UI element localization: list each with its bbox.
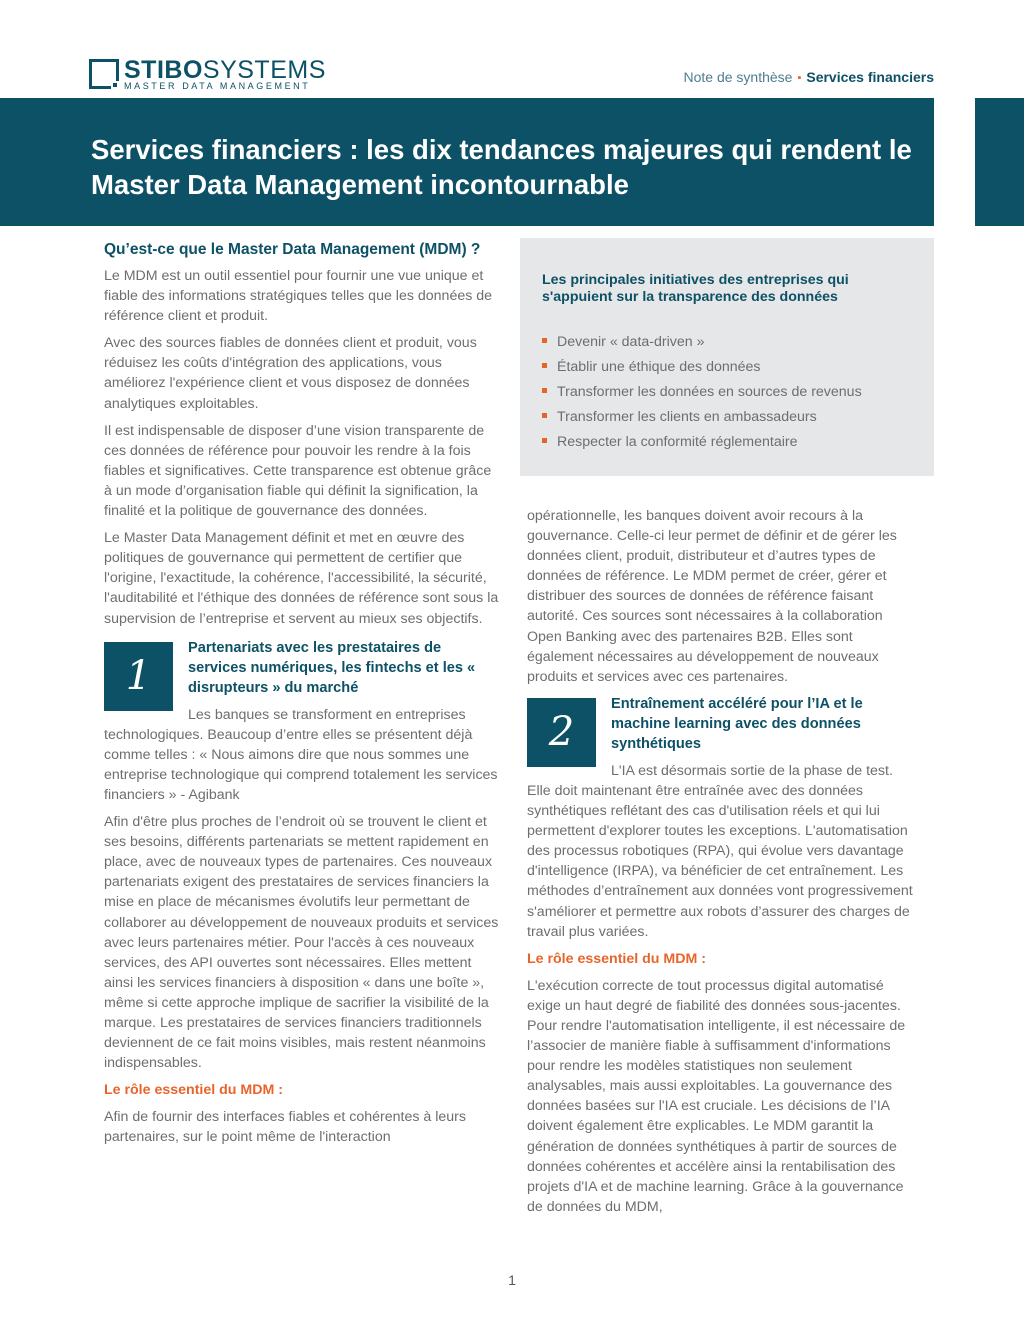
trend-1: [104, 638, 499, 1148]
page-number: 1: [508, 1272, 516, 1288]
paragraph: Afin d'être plus proches de l’endroit où se trouvent le client et ses besoins, différents partenariats se mettent rapidement en place, avec de nouveaux types de partenaires. Ces nouveaux partenariats exigent des prestataires de services financiers la mise en place de mécanismes évolutifs leur permettant de collaborer au développement de nouveaux produits et services avec leurs partenaires métier. Pour l'accès à ces nouveaux services, des API ouvertes sont nécessaires. Elles mettent ainsi les services financiers à disposition « dans une boîte », même si cette approche implique de sacrifier la visibilité de la marque. Les prestataires de services financiers traditionnels deviennent de ce fait moins visibles, mais restent néanmoins indispensables.: [104, 814, 499, 1072]
paragraph: Avec des sources fiables de données client et produit, vous réduisez les coûts d'intégration des applications, vous améliorez l'expérience client et vous disposez de données analytiques exploitables.: [104, 335, 477, 412]
page-title: Services financiers : les dix tendances majeures qui rendent le Master Data Management incontournable: [91, 134, 912, 200]
square-bullet-icon: [542, 413, 547, 418]
title-banner: [0, 98, 934, 226]
square-bullet-icon: [542, 363, 547, 368]
paragraph: L'IA est désormais sortie de la phase de test. Elle doit maintenant être entraînée avec des données synthétiques reflétant des cas d'utilisation réels et qui lui permettent d'explorer toutes les exceptions. L'automatisation des processus robotiques (RPA), qui évolue vers davantage d'intelligence (IRPA), va bénéficier de cet entraînement. Les méthodes d’entraînement aux données vont progressivement s'améliorer et permettre aux robots d’assurer des charges de travail plus variées.: [527, 762, 913, 940]
list-item: Transformer les clients en ambassadeurs: [542, 405, 862, 430]
square-bullet-icon: [542, 438, 547, 443]
stibo-systems-logo: [89, 58, 334, 94]
paragraph: Le MDM est un outil essentiel pour fournir une vue unique et fiable des informations stratégiques telles que les données de référence client et produit.: [104, 268, 493, 325]
logo-square-icon: [89, 59, 119, 89]
logo-wordmark: STIBOSYSTEMS: [124, 56, 326, 84]
list-item: Établir une éthique des données: [542, 355, 862, 380]
trend-number-badge: 2: [527, 698, 596, 767]
section-heading-mdm: Qu’est-ce que le Master Data Management (MDM) ?: [104, 241, 481, 258]
list-item: Transformer les données en sources de revenus: [542, 380, 862, 405]
paragraph: Afin de fournir des interfaces fiables et cohérentes à leurs partenaires, sur le point même de l'interaction: [104, 1109, 466, 1146]
initiatives-callout-box: [520, 238, 934, 476]
list-item: Devenir « data-driven »: [542, 330, 862, 355]
logo-tagline: MASTER DATA MANAGEMENT: [124, 81, 311, 91]
callout-heading: Les principales initiatives des entreprises qui s'appuient sur la transparence des données: [542, 272, 849, 305]
trend-title: Entraînement accéléré pour l’IA et le machine learning avec des données synthétiques: [611, 695, 863, 752]
paragraph: Les banques se transforment en entreprises technologiques. Beaucoup d’entre elles se présentent déjà comme telles : « Nous aimons dire que nous sommes une entreprise technologique qui comprend totalement les services financiers » - Agibank: [104, 706, 498, 803]
initiatives-list: [542, 330, 862, 455]
banner-edge-tab: [975, 98, 1024, 226]
role-heading: Le rôle essentiel du MDM :: [527, 950, 706, 967]
trend-number-badge: 1: [104, 642, 173, 711]
trend-title: Partenariats avec les prestataires de services numériques, les fintechs et les « disrupteurs » du marché: [188, 639, 476, 696]
paragraph: L'exécution correcte de tout processus digital automatisé exige un haut degré de fiabilité des données sous-jacentes. Pour rendre l'automatisation intelligente, il est nécessaire de l’associer de manière fiable à suffisamment d'informations pour rendre les modèles statistiques non seulement analysables, mais aussi exploitables. La gouvernance des données basées sur l'IA est cruciale. Les décisions de l’IA doivent également être explicables. Le MDM garantit la génération de données synthétiques à partir de sources de données cohérentes et accélère ainsi la rentabilisation des projets d'IA et de machine learning. Grâce à la gouvernance de données du MDM,: [527, 977, 906, 1215]
right-column: [527, 506, 919, 1224]
breadcrumb: [683, 69, 934, 85]
breadcrumb-category: Note de synthèse: [683, 69, 793, 85]
paragraph: Le Master Data Management définit et met en œuvre des politiques de gouvernance qui permettent de certifier que l'origine, l'exactitude, la cohérence, l'accessibilité, la sécurité, l'auditabilité et l'éthique des données de référence sont sous la supervision de l’entreprise et servent au mieux ses objectifs.: [104, 530, 499, 627]
trend-2: [527, 694, 919, 1217]
square-bullet-icon: [542, 388, 547, 393]
paragraph: opérationnelle, les banques doivent avoir recours à la gouvernance. Celle-ci leur permet de définir et de gérer les données client, produit, distributeur et d’autres types de données de référence. Le MDM permet de créer, gérer et distribuer des sources de données de référence faisant autorité. Ces sources sont nécessaires à la collaboration Open Banking avec des partenaires B2B. Elles sont également nécessaires au développement de nouveaux produits et services avec ces partenaires.: [527, 508, 897, 685]
left-column: [104, 240, 499, 1155]
breadcrumb-separator: ▪: [797, 72, 802, 84]
list-item: Respecter la conformité réglementaire: [542, 430, 862, 455]
square-bullet-icon: [542, 338, 547, 343]
paragraph: Il est indispensable de disposer d’une vision transparente de ces données de référence pour pouvoir les rendre à la fois fiables et significatives. Cette transparence est obtenue grâce à un mode d’organisation fiable qui définit la signification, la finalité et la politique de gouvernance des données.: [104, 422, 492, 520]
role-heading: Le rôle essentiel du MDM :: [104, 1082, 283, 1099]
breadcrumb-section: Services financiers: [806, 69, 934, 85]
